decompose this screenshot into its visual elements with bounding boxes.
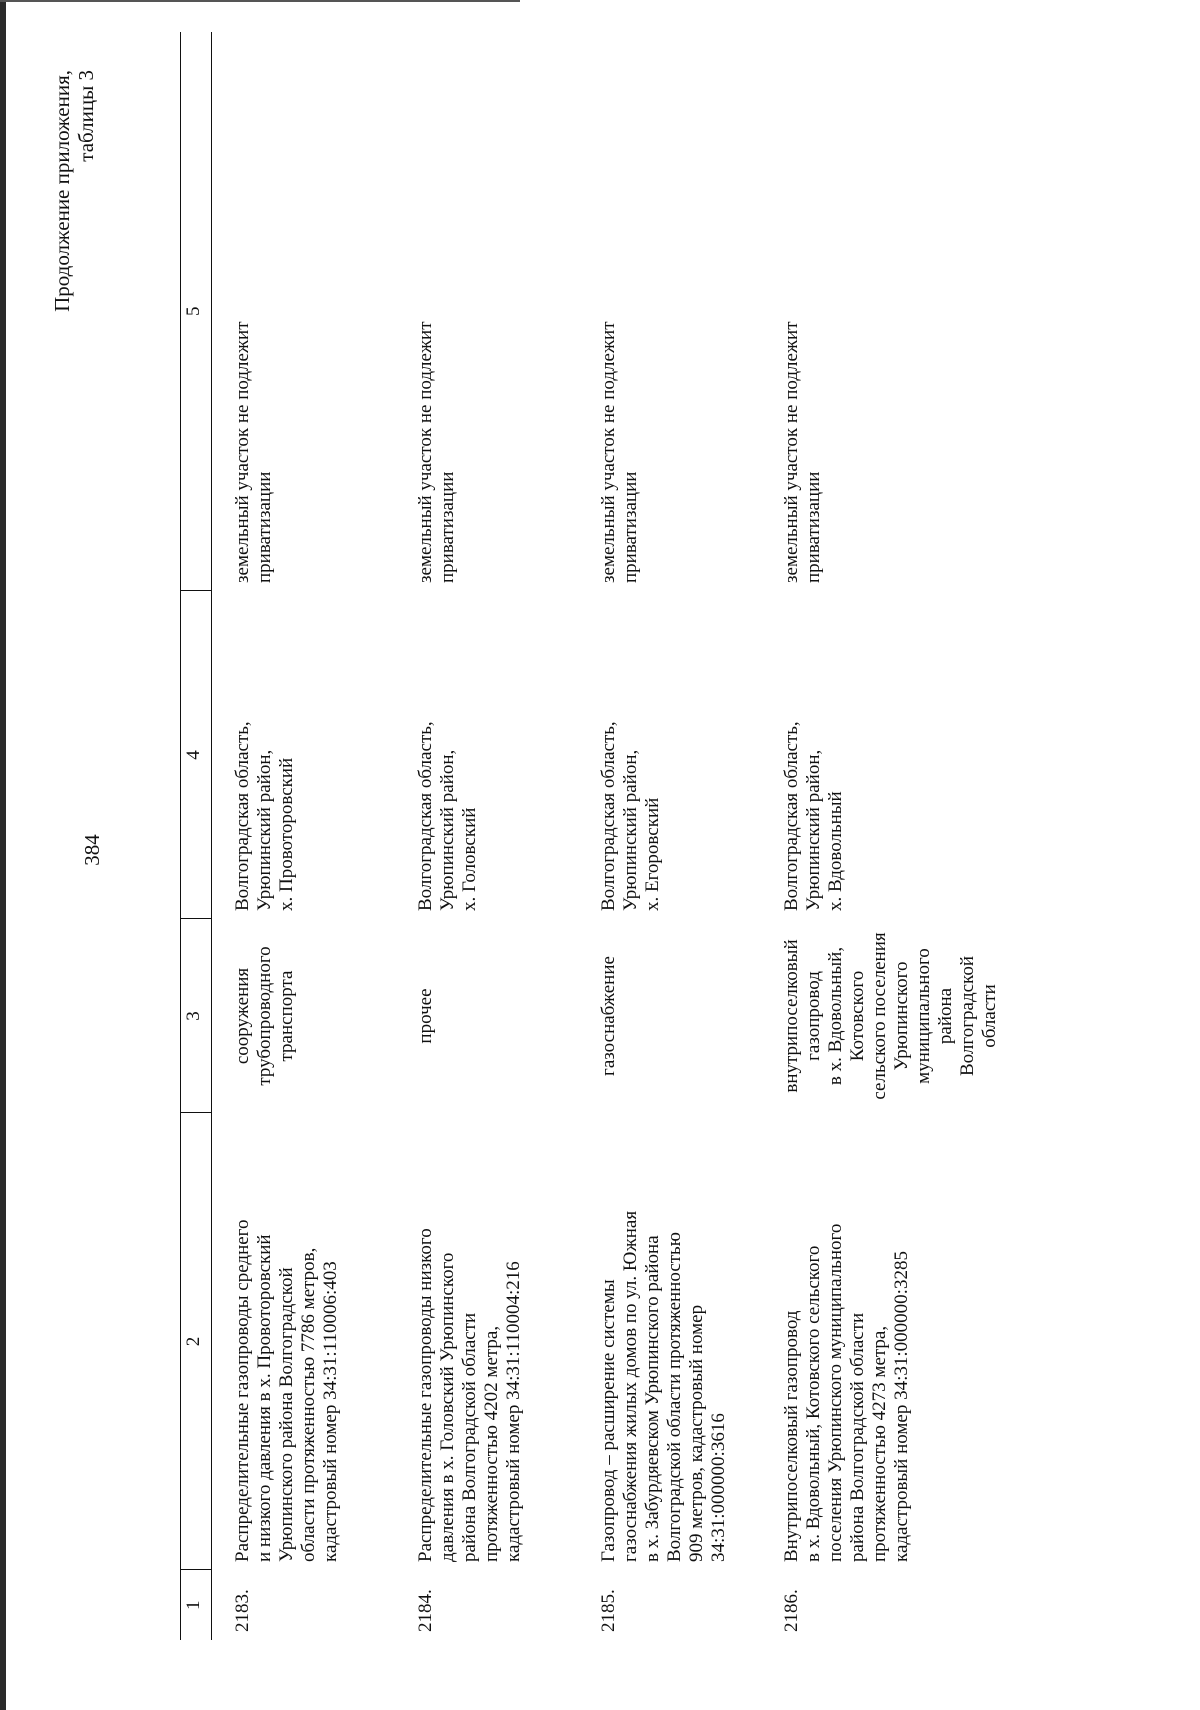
object-type-line: газопровод <box>803 971 824 1061</box>
object-type <box>212 919 396 1113</box>
object-name-line: газоснабжения жилых домов по ул. Южная <box>620 1210 641 1562</box>
column-header: 5 <box>181 32 212 591</box>
object-note-line: земельный участок не подлежит <box>598 321 619 583</box>
object-name-line: протяженностью 4273 метра, <box>869 1325 890 1562</box>
object-note-line: приватизации <box>620 471 641 583</box>
object-type-line: сооружения <box>232 967 253 1065</box>
object-name <box>395 1113 578 1570</box>
object-address-line: Волгоградская область, <box>598 721 619 911</box>
object-address-line: х. Провоторовский <box>276 757 297 911</box>
object-note <box>761 32 1007 591</box>
object-type-line: Котовского <box>847 970 868 1062</box>
object-name-line: Газопровод – расширение системы <box>598 1279 619 1562</box>
object-type <box>578 919 761 1113</box>
object-name-line: в х. Забурдяевском Урюпинского района <box>642 1235 663 1562</box>
object-type <box>761 919 1007 1113</box>
object-address-line: Урюпинский район, <box>437 749 458 911</box>
object-name-line: кадастровый номер 34:31:110006:403 <box>320 1261 341 1562</box>
object-type-line: области <box>979 984 1000 1048</box>
row-number: 2186. <box>781 1589 802 1632</box>
object-address-line: х. Вдовольный <box>825 791 846 911</box>
object-name-line: 34:31:000000:3616 <box>708 1413 729 1562</box>
page-number: 384 <box>80 834 104 866</box>
object-name <box>212 1113 396 1570</box>
table-row <box>395 32 578 1640</box>
object-note <box>395 32 578 591</box>
object-type-line: трубопроводного <box>254 946 275 1086</box>
object-type-line: сельского поселения <box>869 932 890 1100</box>
object-name-line: области протяженностью 7786 метров, <box>298 1247 319 1562</box>
object-address <box>212 591 396 919</box>
object-type <box>395 919 578 1113</box>
continuation-note <box>50 70 98 670</box>
object-type-line: газоснабжение <box>598 956 619 1076</box>
object-name-line: кадастровый номер 34:31:110004:216 <box>503 1261 524 1562</box>
object-address-line: Волгоградская область, <box>781 721 802 911</box>
object-type-line: муниципального <box>913 948 934 1084</box>
object-address-line: Урюпинский район, <box>254 749 275 911</box>
object-note-line: земельный участок не подлежит <box>415 321 436 583</box>
object-type-line: Волгоградской <box>957 956 978 1076</box>
column-header: 1 <box>181 1570 212 1640</box>
object-address-line: Урюпинский район, <box>620 749 641 911</box>
table-row <box>212 32 396 1640</box>
object-address-line: Волгоградская область, <box>415 721 436 911</box>
object-name <box>761 1113 1007 1570</box>
object-note-line: приватизации <box>437 471 458 583</box>
object-note-line: приватизации <box>254 471 275 583</box>
object-address <box>395 591 578 919</box>
object-type-line: в х. Вдовольный, <box>825 946 846 1086</box>
table-row <box>578 32 761 1640</box>
object-name-line: и низкого давления в х. Провоторовский <box>254 1234 275 1562</box>
object-note-line: земельный участок не подлежит <box>232 321 253 583</box>
object-name-line: давления в х. Головский Урюпинского <box>437 1252 458 1562</box>
object-note <box>578 32 761 591</box>
object-type-line: транспорта <box>276 970 297 1062</box>
registry-table <box>180 32 1007 1640</box>
object-type-line: внутрипоселковый <box>781 939 802 1093</box>
continuation-line: Продолжение приложения, <box>50 70 74 312</box>
object-name-line: Волгоградской области протяженностью <box>664 1232 685 1562</box>
object-note <box>212 32 396 591</box>
object-address <box>578 591 761 919</box>
row-number: 2184. <box>415 1589 436 1632</box>
object-note-line: приватизации <box>803 471 824 583</box>
column-header: 4 <box>181 591 212 919</box>
object-name-line: Внутрипоселковый газопровод <box>781 1310 802 1562</box>
column-header: 2 <box>181 1113 212 1570</box>
column-header: 3 <box>181 919 212 1113</box>
object-name-line: в х. Вдовольный, Котовского сельского <box>803 1245 824 1562</box>
continuation-line: таблицы 3 <box>74 70 98 162</box>
object-address <box>761 591 1007 919</box>
object-name-line: Распределительные газопроводы низкого <box>415 1228 436 1562</box>
object-name-line: протяженностью 4202 метра, <box>481 1325 502 1562</box>
object-address-line: Волгоградская область, <box>232 721 253 911</box>
row-number: 2185. <box>598 1589 619 1632</box>
object-name-line: поселения Урюпинского муниципального <box>825 1223 846 1562</box>
object-address-line: х. Головский <box>459 807 480 911</box>
object-type-line: Урюпинского <box>891 961 912 1071</box>
object-type-line: района <box>935 987 956 1045</box>
object-name-line: Урюпинского района Волгоградской <box>276 1267 297 1562</box>
object-name-line: района Волгоградской области <box>847 1312 868 1562</box>
object-address-line: Урюпинский район, <box>803 749 824 911</box>
object-note-line: земельный участок не подлежит <box>781 321 802 583</box>
table-row <box>761 32 1007 1640</box>
object-type-line: прочее <box>415 988 436 1044</box>
object-name-line: Распределительные газопроводы среднего <box>232 1219 253 1562</box>
object-name-line: кадастровый номер 34:31:000000:3285 <box>891 1251 912 1562</box>
object-name-line: 909 метров, кадастровый номер <box>686 1304 707 1562</box>
object-address-line: х. Егоровский <box>642 797 663 911</box>
object-name <box>578 1113 761 1570</box>
column-header-row <box>181 32 212 1640</box>
object-name-line: района Волгоградской области <box>459 1312 480 1562</box>
row-number: 2183. <box>232 1589 253 1632</box>
